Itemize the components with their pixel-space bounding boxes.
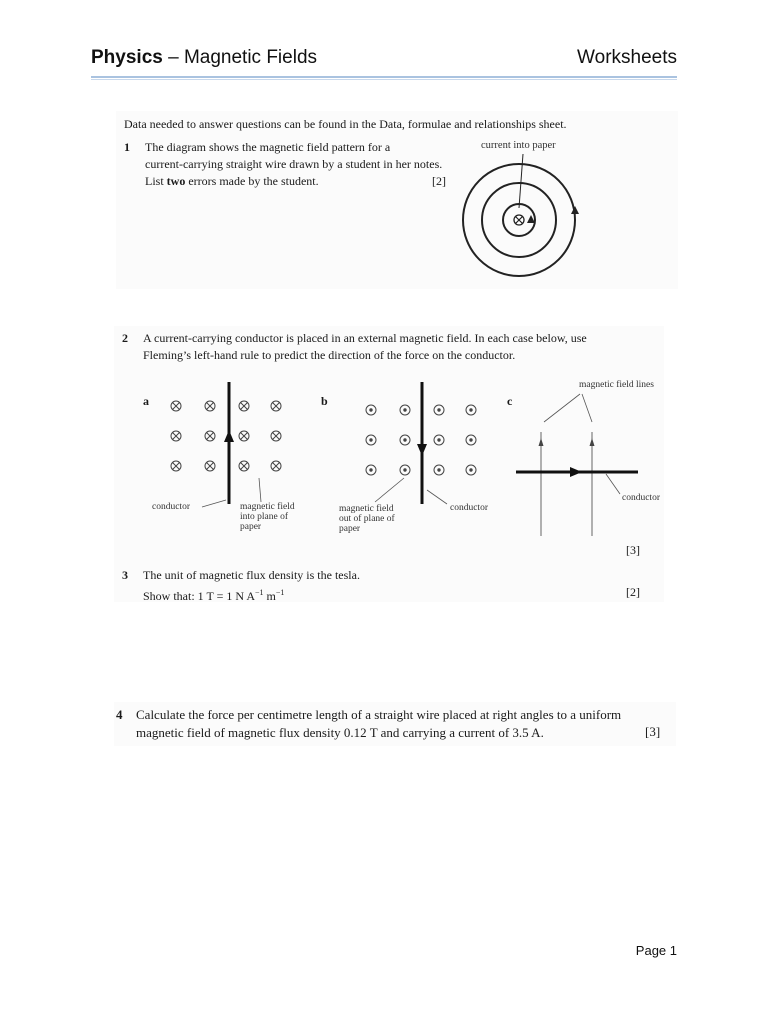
q2b-field-label-1: magnetic field (339, 504, 394, 514)
q1-line-3: List two errors made by the student. (145, 174, 319, 188)
current-arrow-right (570, 467, 582, 477)
q3-number: 3 (122, 568, 128, 582)
q2-part-c: c (507, 394, 513, 408)
q4-line-2: magnetic field of magnetic flux density 0.12 T and carrying a current of 3.5 A. (136, 725, 544, 740)
current-arrow-down (417, 444, 427, 456)
q1-marks: [2] (432, 174, 446, 188)
q3-line-1: The unit of magnetic flux density is the tesla. (143, 568, 360, 582)
q2b-diagram (355, 378, 495, 508)
q2-part-b: b (321, 394, 328, 408)
topic-label: – Magnetic Fields (162, 47, 318, 68)
subject-label: Physics (91, 47, 163, 68)
q4-line-1: Calculate the force per centimetre length of a straight wire placed at right angles to a uniform (136, 707, 622, 722)
q2b-conductor-label: conductor (450, 503, 488, 513)
q2b-field-label-3: paper (339, 524, 361, 534)
q2c-diagram (510, 388, 670, 538)
q3-marks: [2] (626, 585, 640, 599)
q1-line-1: The diagram shows the magnetic field pattern for a (145, 140, 391, 154)
q2a-diagram (160, 378, 300, 508)
label-leader-line (519, 154, 523, 208)
q2c-conductor-label: conductor (622, 493, 660, 503)
header-divider-shadow (91, 79, 677, 80)
q2-part-a: a (143, 394, 149, 408)
q2-marks: [3] (626, 543, 640, 557)
q2-line-2: Fleming’s left-hand rule to predict the direction of the force on the conductor. (143, 348, 516, 362)
field-arrow-right (590, 438, 595, 446)
q2-line-1: A current-carrying conductor is placed in an external magnetic field. In each case below, use (143, 331, 587, 345)
into-page-symbols (171, 401, 281, 471)
outer-field-arrow (571, 206, 579, 214)
q2-number: 2 (122, 331, 128, 345)
q1-diagram-label: current into paper (481, 140, 556, 151)
q1-number: 1 (124, 140, 130, 154)
q3-line-2: Show that: 1 T = 1 N $A^{-1}$ $m^{-1}$ (143, 588, 285, 603)
worksheets-label: Worksheets (577, 47, 677, 68)
field-arrow-left (539, 438, 544, 446)
field-leader-b (375, 478, 404, 502)
conductor-leader-c (606, 474, 620, 494)
q4-marks: [3] (645, 724, 661, 739)
intro-text: Data needed to answer questions can be found in the Data, formulae and relationships sheet. (124, 117, 567, 131)
page-number: Page 1 (635, 943, 677, 958)
q2a-field-label-2: into plane of (240, 512, 289, 522)
q2b-field-label-2: out of plane of (339, 514, 395, 524)
header-divider (91, 76, 677, 78)
q2a-conductor-label: conductor (152, 502, 190, 512)
field-leader-a (259, 478, 261, 502)
page-header-title (91, 47, 317, 69)
q1-line-2: current-carrying straight wire drawn by a student in her notes. (145, 157, 443, 171)
current-arrow-up (224, 430, 234, 442)
q4-number: 4 (116, 707, 123, 722)
conductor-leader-a (202, 500, 226, 507)
q2c-field-lines-label: magnetic field lines (579, 380, 654, 390)
field-leader-c-right (582, 394, 592, 422)
conductor-leader-b (427, 490, 447, 504)
q1-field-diagram (455, 148, 595, 288)
q2a-field-label-3: paper (240, 522, 262, 532)
q2a-field-label-1: magnetic field (240, 502, 295, 512)
field-leader-c-left (544, 394, 580, 422)
